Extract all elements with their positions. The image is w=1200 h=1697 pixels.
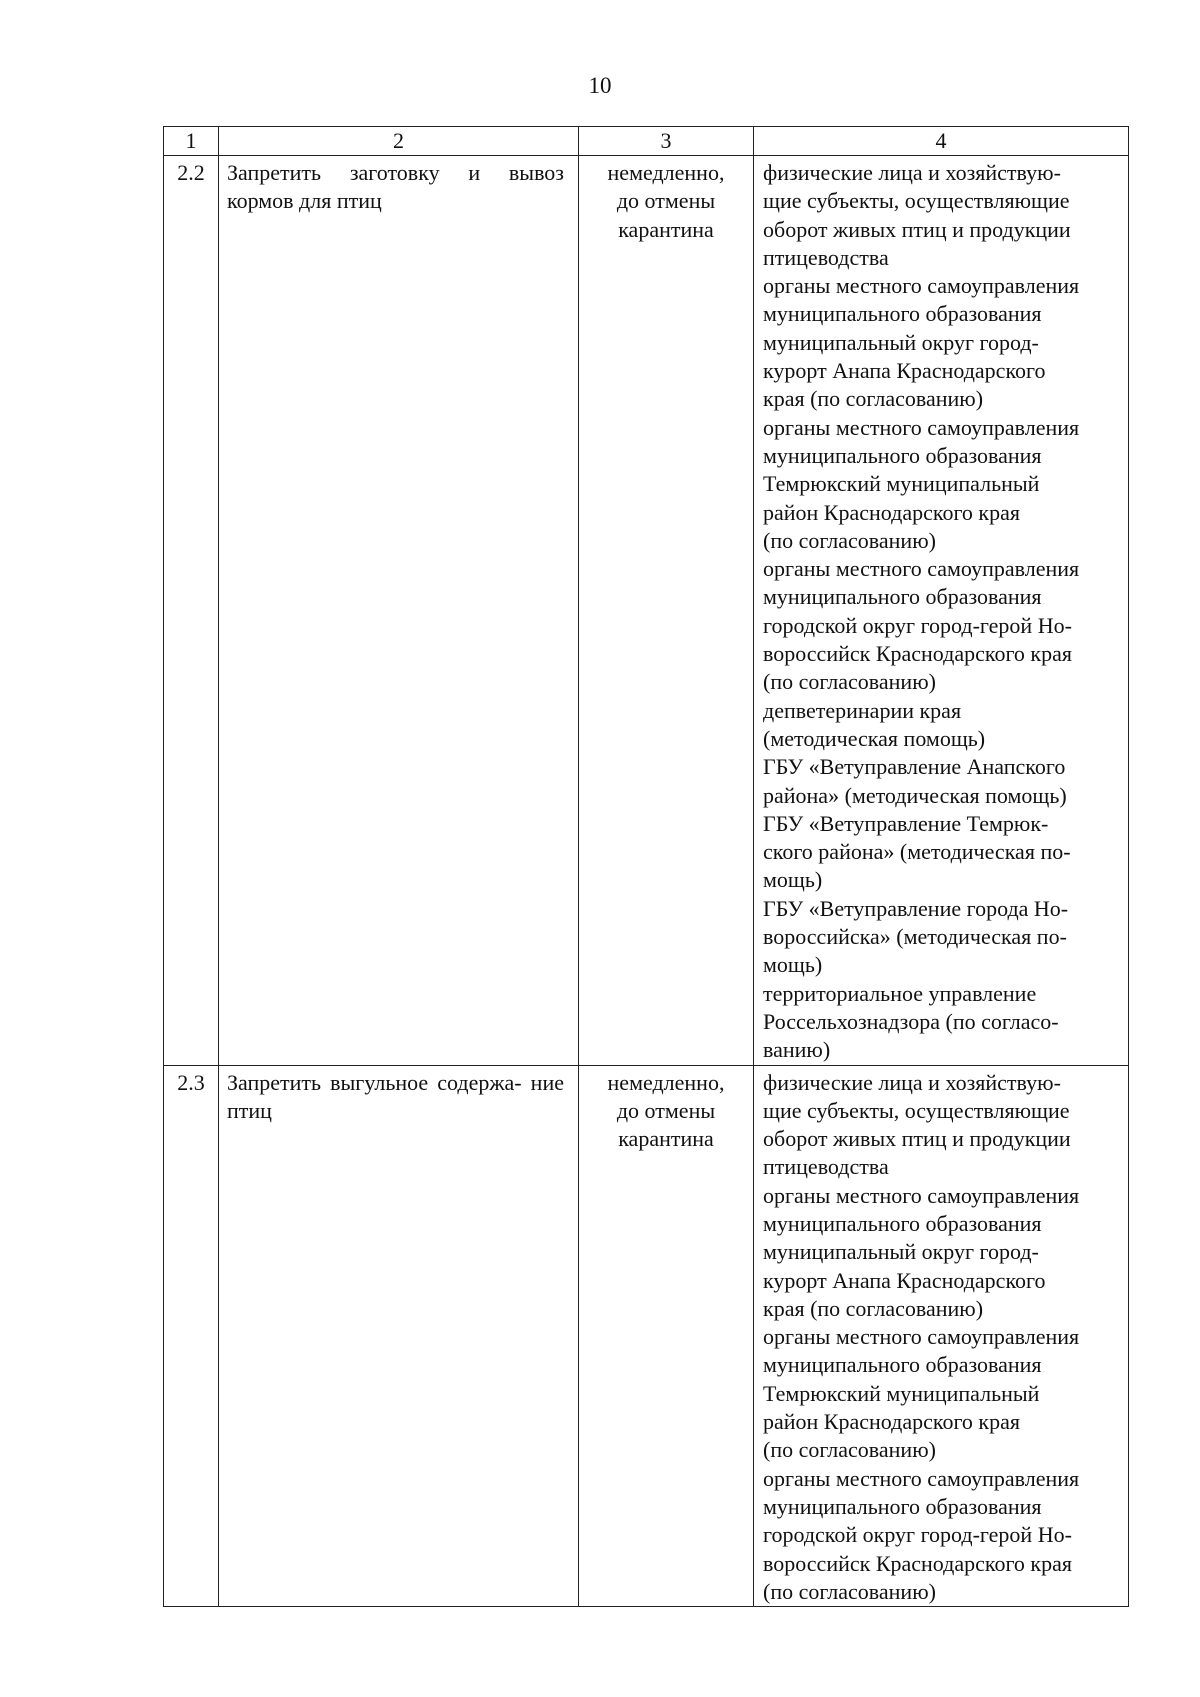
table-row <box>164 156 1129 1066</box>
executor-line: физические лица и хозяйствую- <box>763 1069 1061 1095</box>
executor-line: район Краснодарского края <box>763 499 1020 525</box>
executor-line: органы местного самоуправления <box>763 273 1080 299</box>
action-text: Запретить выгульное содержа- ние птиц <box>227 1069 564 1123</box>
executor-line: муниципального образования <box>763 1210 1042 1236</box>
header-col-4: 4 <box>754 127 1129 156</box>
executor-line: оборот живых птиц и продукции <box>763 1126 1071 1152</box>
executor-line: (методическая помощь) <box>763 725 986 751</box>
executor-line: края (по согласованию) <box>763 1295 984 1321</box>
executor-line: органы местного самоуправления <box>763 1465 1080 1491</box>
executor-line: ГБУ «Ветуправление города Но- <box>763 895 1069 921</box>
executor-line: вороссийска» (методическая по- <box>763 924 1067 950</box>
executor-line: депветеринарии края <box>763 697 962 723</box>
action-text: Запретить заготовку и вывоз кормов для птиц <box>227 160 564 214</box>
executor-line: органы местного самоуправления <box>763 1324 1080 1350</box>
term-line: карантина <box>618 1126 714 1152</box>
executor-line: (по согласованию) <box>763 669 936 695</box>
executor-line: ГБУ «Ветуправление Темрюк- <box>763 810 1049 836</box>
row-executors <box>754 1065 1129 1607</box>
term-line: до отмены <box>616 188 716 214</box>
row-term <box>579 1065 754 1607</box>
executor-line: щие субъекты, осуществляющие <box>763 1097 1070 1123</box>
executor-line: района» (методическая помощь) <box>763 782 1067 808</box>
executor-line: муниципального образования <box>763 442 1042 468</box>
table-header-row <box>164 127 1129 156</box>
executor-line: физические лица и хозяйствую- <box>763 160 1061 185</box>
executor-line: Россельхознадзора (по согласо- <box>763 1008 1059 1034</box>
executor-line: (по согласованию) <box>763 1578 936 1604</box>
executor-line: органы местного самоуправления <box>763 556 1080 582</box>
executor-line: мощь) <box>763 867 823 893</box>
executor-line: район Краснодарского края <box>763 1409 1020 1435</box>
executor-line: муниципальный округ город- <box>763 329 1039 355</box>
term-line: немедленно, <box>607 1069 725 1095</box>
row-term <box>579 156 754 1066</box>
executor-line: органы местного самоуправления <box>763 414 1080 440</box>
header-col-2: 2 <box>219 127 579 156</box>
executor-line: курорт Анапа Краснодарского <box>763 1267 1046 1293</box>
header-col-1: 1 <box>164 127 219 156</box>
row-executors <box>754 156 1129 1066</box>
term-line: до отмены <box>616 1097 716 1123</box>
executor-line: щие субъекты, осуществляющие <box>763 188 1070 214</box>
executor-line: курорт Анапа Краснодарского <box>763 358 1046 384</box>
executor-line: муниципального образования <box>763 301 1042 327</box>
executor-line: вороссийск Краснодарского края <box>763 1550 1072 1576</box>
row-number: 2.3 <box>164 1065 219 1607</box>
term-line: немедленно, <box>607 160 725 185</box>
executor-line: (по согласованию) <box>763 527 936 553</box>
executor-line: мощь) <box>763 952 823 978</box>
executor-line: муниципальный округ город- <box>763 1239 1039 1265</box>
page-number: 10 <box>588 73 612 98</box>
executor-line: муниципального образования <box>763 584 1042 610</box>
row-action <box>219 156 579 1066</box>
executor-line: территориальное управление <box>763 980 1037 1006</box>
executor-line: края (по согласованию) <box>763 386 984 412</box>
executor-line: муниципального образования <box>763 1352 1042 1378</box>
measures-table <box>163 126 1129 1607</box>
executor-line: птицеводства <box>763 1154 889 1180</box>
executor-line: Темрюкский муниципальный <box>763 471 1040 497</box>
row-number: 2.2 <box>164 156 219 1066</box>
executor-line: (по согласованию) <box>763 1437 936 1463</box>
executor-line: ского района» (методическая по- <box>763 839 1071 865</box>
executor-line: ГБУ «Ветуправление Анапского <box>763 754 1066 780</box>
executor-line: вороссийск Краснодарского края <box>763 641 1072 667</box>
term-line: карантина <box>618 216 714 242</box>
executor-line: птицеводства <box>763 244 889 270</box>
executor-line: городской округ город-герой Но- <box>763 1522 1072 1548</box>
executor-line: муниципального образования <box>763 1493 1042 1519</box>
header-col-3: 3 <box>579 127 754 156</box>
executor-line: Темрюкский муниципальный <box>763 1380 1040 1406</box>
table-row <box>164 1065 1129 1607</box>
executor-line: ванию) <box>763 1037 831 1063</box>
row-action <box>219 1065 579 1607</box>
executor-line: оборот живых птиц и продукции <box>763 216 1071 242</box>
executor-line: органы местного самоуправления <box>763 1182 1080 1208</box>
executor-line: городской округ город-герой Но- <box>763 612 1072 638</box>
